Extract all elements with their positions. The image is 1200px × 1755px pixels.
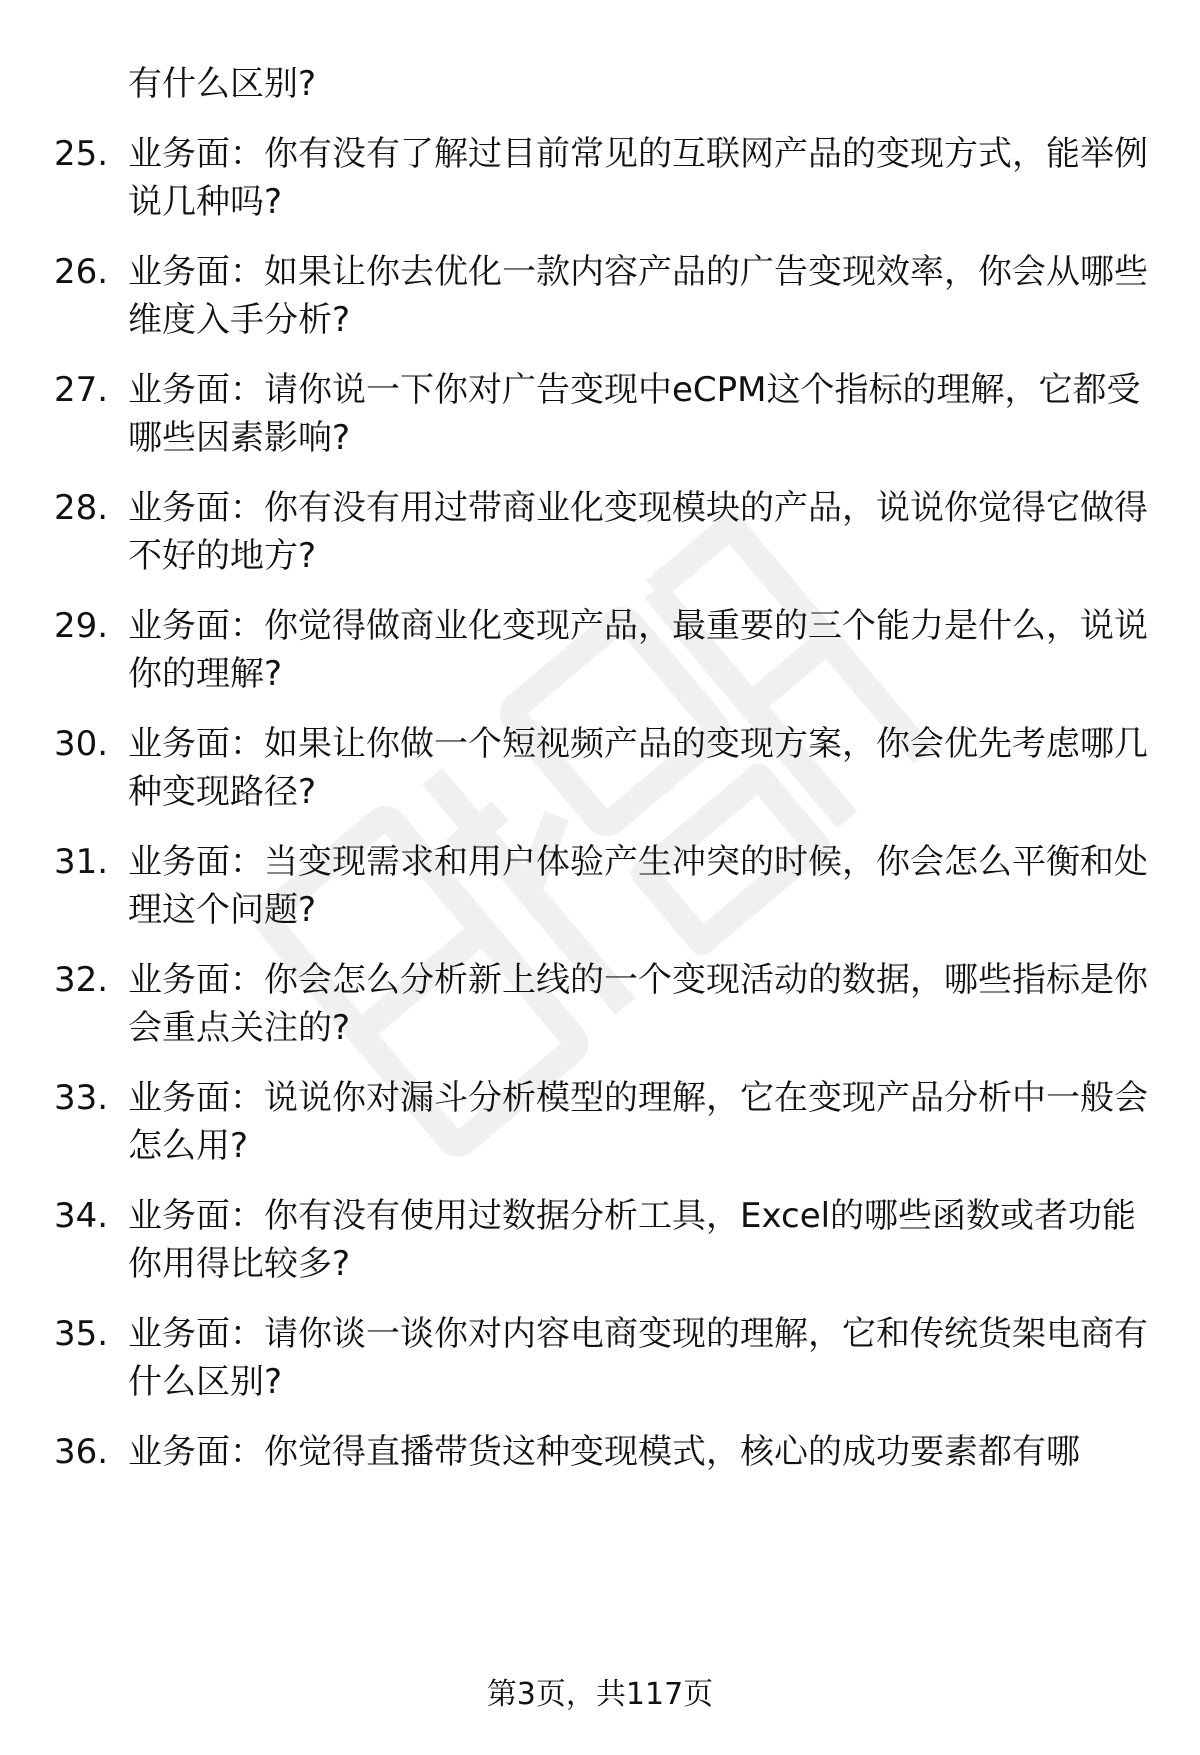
item-text: 业务面：你觉得直播带货这种变现模式，核心的成功要素都有哪 <box>128 1432 1080 1472</box>
item-text: 业务面：你觉得做商业化变现产品，最重要的三个能力是什么，说说你的理解? <box>128 606 1148 694</box>
item-number: 30. <box>54 724 109 764</box>
item-number: 35. <box>54 1314 109 1354</box>
item-number: 25. <box>54 134 109 174</box>
item-number: 27. <box>54 370 109 410</box>
item-text: 业务面：说说你对漏斗分析模型的理解，它在变现产品分析中一般会怎么用? <box>128 1078 1148 1166</box>
continuation-text: 有什么区别? <box>128 64 317 104</box>
page-footer: 第3页，共117页 <box>486 1677 714 1712</box>
item-text: 业务面：你会怎么分析新上线的一个变现活动的数据，哪些指标是你会重点关注的? <box>128 960 1148 1048</box>
item-number: 28. <box>54 488 109 528</box>
item-text: 业务面：你有没有用过带商业化变现模块的产品，说说你觉得它做得不好的地方? <box>128 488 1148 576</box>
item-text: 业务面：当变现需求和用户体验产生冲突的时候，你会怎么平衡和处理这个问题? <box>128 842 1148 930</box>
item-number: 32. <box>54 960 109 1000</box>
item-number: 31. <box>54 842 109 882</box>
item-number: 29. <box>54 606 109 646</box>
item-number: 33. <box>54 1078 109 1118</box>
item-text: 业务面：请你谈一谈你对内容电商变现的理解，它和传统货架电商有什么区别? <box>128 1314 1148 1402</box>
item-number: 36. <box>54 1432 109 1472</box>
item-text: 业务面：你有没有了解过目前常见的互联网产品的变现方式，能举例说几种吗? <box>128 134 1148 222</box>
item-text: 业务面：如果让你去优化一款内容产品的广告变现效率，你会从哪些维度入手分析? <box>128 252 1148 340</box>
item-number: 34. <box>54 1196 109 1236</box>
item-text: 业务面：你有没有使用过数据分析工具，Excel的哪些函数或者功能你用得比较多? <box>128 1196 1137 1284</box>
item-text: 业务面：请你说一下你对广告变现中eCPM这个指标的理解，它都受哪些因素影响? <box>128 370 1141 458</box>
item-text: 业务面：如果让你做一个短视频产品的变现方案，你会优先考虑哪几种变现路径? <box>128 724 1148 812</box>
item-number: 26. <box>54 252 109 292</box>
